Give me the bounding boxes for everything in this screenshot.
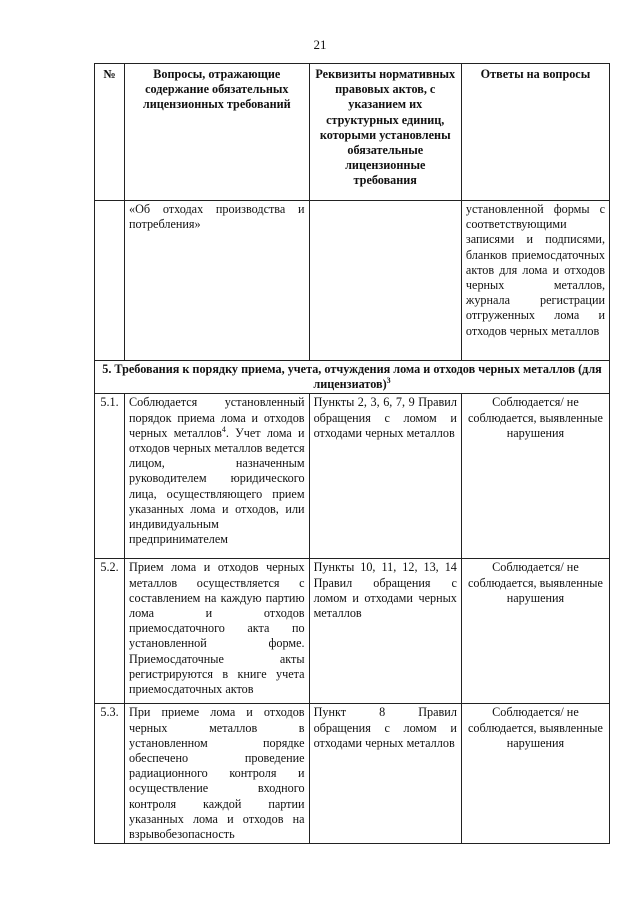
row-question-footnote: 4 (221, 424, 226, 434)
row-answer: Соблюдается/ не соблюдается, выявленные нарушения (461, 394, 609, 559)
header-answers: Ответы на вопросы (461, 64, 609, 201)
row-question (125, 394, 310, 559)
row-answer: Соблюдается/ не соблюдается, выявленные нарушения (461, 704, 609, 844)
table-row (95, 201, 610, 361)
table-row (95, 559, 610, 704)
row-question: При приеме лома и отходов черных металлов в установленном порядке обеспечено проведение радиационного контроля и осуществление входного контроля каждой партии указанных лома и отходов на взрывобезопасность (125, 704, 310, 844)
header-number: № (95, 64, 125, 201)
row-question-part1: Соблюдается установленный порядок приема лома и отходов черных металлов (129, 395, 305, 440)
row-number: 5.3. (95, 704, 125, 844)
row-question: Прием лома и отходов черных металлов осуществляется с составлением на каждую партию лома и отходов приемосдаточного акта по установленной форме. Приемосдаточные акты регистрируются в книге учета приемосдаточных актов (125, 559, 310, 704)
row-number: 5.1. (95, 394, 125, 559)
row-requisites: Пункты 10, 11, 12, 13, 14 Правил обращения с ломом и отходами черных металлов (309, 559, 461, 704)
table-row (95, 704, 610, 844)
section-title: 5. Требования к порядку приема, учета, отчуждения лома и отходов черных металлов (для лицензиатов) (102, 362, 602, 392)
row-requisites: Пункт 8 Правил обращения с ломом и отходами черных металлов (309, 704, 461, 844)
row-number: 5.2. (95, 559, 125, 704)
table-row (95, 394, 610, 559)
row-requisites: Пункты 2, 3, 6, 7, 9 Правил обращения с ломом и отходами черных металлов (309, 394, 461, 559)
section-heading-row (95, 361, 610, 394)
row-number (95, 201, 125, 361)
section-heading (95, 361, 610, 394)
row-question: «Об отходах производства и потребления» (125, 201, 310, 361)
page-number: 21 (313, 37, 327, 52)
section-footnote: 3 (386, 376, 391, 386)
requirements-table (94, 63, 610, 844)
row-requisites (309, 201, 461, 361)
row-question-part2: . Учет лома и отходов черных металлов ведется лицом, назначенным руководителем юридического лица, осуществляющего прием указанных лома и отходов, или индивидуальным предпринимателем (129, 425, 305, 547)
row-answer: установленной формы с соответствующими записями и подписями, бланков приемосдаточных актов для лома и отходов черных металлов, журнала регистрации отгруженных лома и отходов черных металлов (461, 201, 609, 361)
header-questions: Вопросы, отражающие содержание обязательных лицензионных требований (125, 64, 310, 201)
row-answer: Соблюдается/ не соблюдается, выявленные нарушения (461, 559, 609, 704)
table-header-row (95, 64, 610, 201)
header-requisites: Реквизиты нормативных правовых актов, с указанием их структурных единиц, которыми установлены обязательные лицензионные требования (309, 64, 461, 201)
